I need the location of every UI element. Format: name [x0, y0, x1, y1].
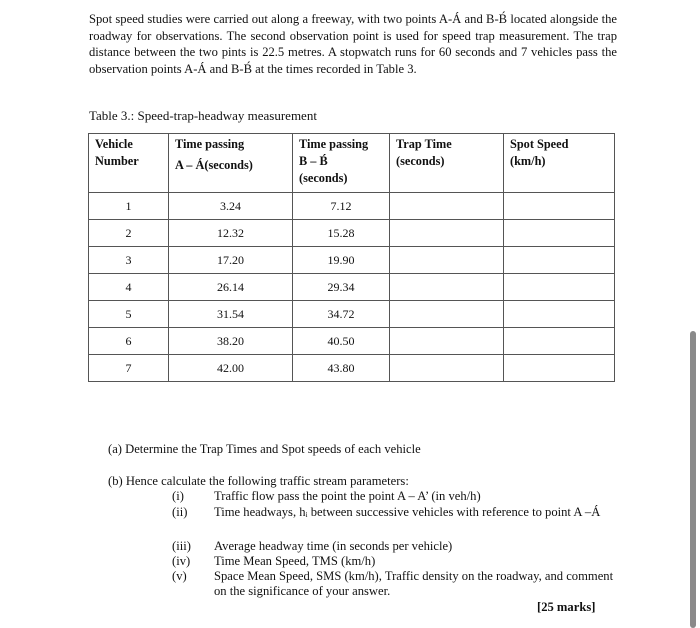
table-row — [89, 247, 615, 274]
cell-spot-speed — [504, 247, 615, 274]
cell-vehicle: 2 — [89, 220, 169, 247]
sub-question-text: Average headway time (in seconds per vehicle) — [214, 539, 453, 553]
cell-spot-speed — [504, 355, 615, 382]
cell-spot-speed — [504, 328, 615, 355]
cell-vehicle: 5 — [89, 301, 169, 328]
speed-trap-table — [88, 133, 615, 382]
header-line: B – B́ — [299, 154, 328, 168]
cell-trap-time — [390, 355, 504, 382]
marks-label: [25 marks] — [537, 600, 596, 614]
header-time-b — [293, 134, 390, 193]
header-line: (seconds) — [396, 154, 445, 168]
cell-spot-speed — [504, 274, 615, 301]
cell-spot-speed — [504, 193, 615, 220]
sub-question-number: (ii) — [172, 505, 188, 519]
cell-time-b: 34.72 — [293, 301, 390, 328]
cell-time-a: 38.20 — [169, 328, 293, 355]
sub-question-text: Traffic flow pass the point the point A – A’ (in veh/h) — [214, 489, 481, 503]
cell-trap-time — [390, 193, 504, 220]
cell-time-b: 29.34 — [293, 274, 390, 301]
cell-vehicle: 3 — [89, 247, 169, 274]
question-a: (a) Determine the Trap Times and Spot speeds of each vehicle — [108, 442, 421, 456]
cell-vehicle: 4 — [89, 274, 169, 301]
cell-trap-time — [390, 247, 504, 274]
cell-time-b: 15.28 — [293, 220, 390, 247]
table-row — [89, 355, 615, 382]
scrollbar-thumb[interactable] — [690, 331, 696, 628]
intro-paragraph: Spot speed studies were carried out along a freeway, with two points A-Á and B-B́ located alongside the roadway for observations. The second observation point is used for speed trap measurement. The trap distance between the two pints is 22.5 metres. A stopwatch runs for 60 seconds and 7 vehicles pass the observation points A-Á and B-B́ at the times recorded in Table 3. — [89, 12, 617, 76]
header-line: Vehicle — [95, 137, 133, 151]
header-spot-speed — [504, 134, 615, 193]
cell-spot-speed — [504, 301, 615, 328]
cell-trap-time — [390, 274, 504, 301]
header-time-a — [169, 134, 293, 193]
cell-vehicle: 7 — [89, 355, 169, 382]
header-line: Time passing — [299, 137, 369, 151]
sub-question-number: (i) — [172, 489, 184, 503]
sub-question-number: (v) — [172, 569, 187, 583]
table-row — [89, 274, 615, 301]
table-header-row — [89, 134, 615, 193]
header-line: Spot Speed — [510, 137, 569, 151]
sub-question-text: Space Mean Speed, SMS (km/h), Traffic density on the roadway, and comment on the significance of your answer. — [214, 569, 614, 598]
header-line: (km/h) — [510, 154, 546, 168]
header-vehicle-number — [89, 134, 169, 193]
cell-vehicle: 6 — [89, 328, 169, 355]
question-b: (b) Hence calculate the following traffic stream parameters: — [108, 474, 409, 488]
table-row — [89, 193, 615, 220]
table-row — [89, 220, 615, 247]
cell-spot-speed — [504, 220, 615, 247]
sub-question-number: (iv) — [172, 554, 191, 568]
header-trap-time — [390, 134, 504, 193]
cell-time-a: 12.32 — [169, 220, 293, 247]
table-row — [89, 301, 615, 328]
cell-trap-time — [390, 328, 504, 355]
cell-time-b: 43.80 — [293, 355, 390, 382]
sub-question-text: Time Mean Speed, TMS (km/h) — [214, 554, 376, 568]
cell-trap-time — [390, 220, 504, 247]
header-line: A – Á(seconds) — [175, 158, 253, 172]
cell-time-b: 7.12 — [293, 193, 390, 220]
header-line: Number — [95, 154, 139, 168]
cell-time-a: 17.20 — [169, 247, 293, 274]
table-row — [89, 328, 615, 355]
cell-time-a: 42.00 — [169, 355, 293, 382]
sub-question-text: Time headways, hᵢ between successive vehicles with reference to point A –Á — [214, 505, 601, 519]
cell-time-b: 40.50 — [293, 328, 390, 355]
table-caption: Table 3.: Speed-trap-headway measurement — [89, 108, 317, 123]
header-line: (seconds) — [299, 171, 348, 185]
cell-time-a: 3.24 — [169, 193, 293, 220]
sub-question-number: (iii) — [172, 539, 191, 553]
header-line: Trap Time — [396, 137, 452, 151]
cell-time-a: 31.54 — [169, 301, 293, 328]
cell-time-b: 19.90 — [293, 247, 390, 274]
header-line: Time passing — [175, 137, 245, 151]
cell-time-a: 26.14 — [169, 274, 293, 301]
cell-vehicle: 1 — [89, 193, 169, 220]
cell-trap-time — [390, 301, 504, 328]
